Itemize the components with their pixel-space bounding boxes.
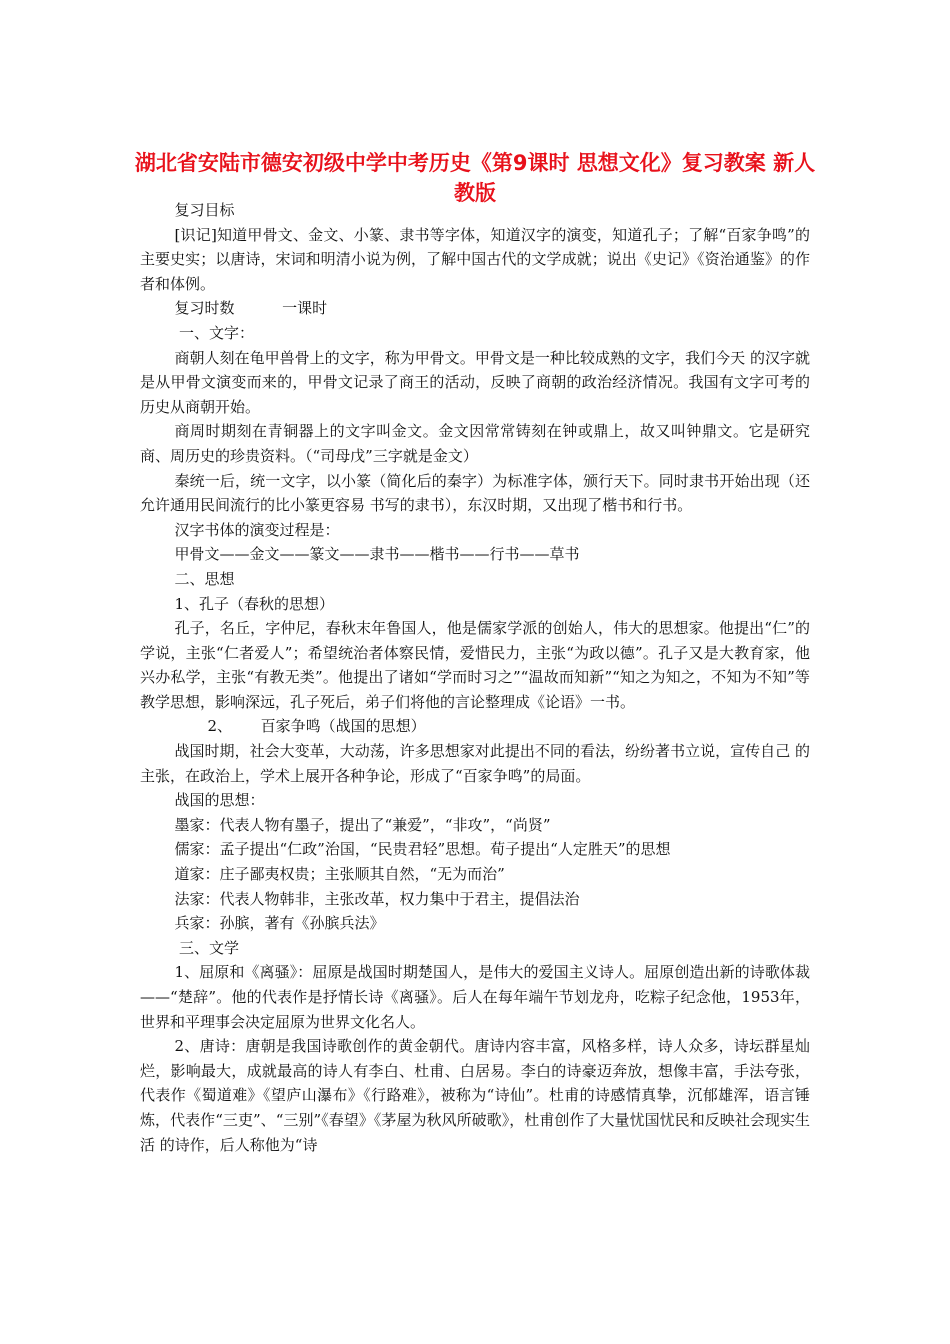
paragraph: 秦统一后，统一文字，以小篆（简化后的秦字）为标准字体，颁行天下。同时隶书开始出现（还允许通用民间流行的比小篆更容易 书写的隶书），东汉时期，又出现了楷书和行书。	[140, 471, 810, 515]
paragraph: 甲骨文——金文——篆文——隶书——楷书——行书——草书	[174, 545, 580, 564]
paragraph: 2、 百家争鸣（战国的思想）	[207, 717, 426, 736]
paragraph: 三、文学	[179, 938, 240, 957]
paragraph: 战国时期，社会大变革，大动荡，许多思想家对此提出不同的看法，纷纷著书立说，宣传自己 的主张，在政治上，学术上展开各种争论，形成了“百家争鸣”的局面。	[140, 742, 810, 785]
paragraph: 法家：代表人物韩非，主张改革，权力集中于君主，提倡法治	[174, 889, 580, 908]
paragraph: 孔子，名丘，字仲尼，春秋末年鲁国人，他是儒家学派的创始人，伟大的思想家。他提出“仁”的学说，主张“仁者爱人”；希望统治者体察民情，爱惜民力，主张“为政以德”。孔子又是大教育家，他兴办私学，主张“有教无类”。他提出了诸如“学而时习之”“温故而知新”“知之为知之，不知为不知”等教学思想，影响深远，孔子死后，弟子们将他的言论整理成《论语》一书。	[140, 619, 810, 711]
paragraph: 1、屈原和《离骚》：屈原是战国时期楚国人，是伟大的爱国主义诗人。屈原创造出新的诗歌体裁——“楚辞”。他的代表作是抒情长诗《离骚》。后人在每年端午节划龙舟，吃粽子纪念他，1953年，世界和平理事会决定屈原为世界文化名人。	[140, 963, 810, 1031]
paragraph: 儒家：孟子提出“仁政”治国，“民贵君轻”思想。荀子提出“人定胜天”的思想	[174, 840, 671, 859]
paragraph: 汉字书体的演变过程是：	[174, 520, 340, 539]
page-title: 湖北省安陆市德安初级中学中考历史《第9课时 思想文化》复习教案 新人教版	[134, 151, 816, 205]
paragraph: 2、唐诗：唐朝是我国诗歌创作的黄金朝代。唐诗内容丰富，风格多样，诗人众多，诗坛群星灿烂，影响最大，成就最高的诗人有李白、杜甫、白居易。李白的诗豪迈奔放，想像丰富，手法夸张，代表作《蜀道难》《望庐山瀑布》《行路难》，被称为“诗仙”。杜甫的诗感情真挚，沉郁雄浑，语言锤炼，代表作“三吏”、“三别”《春望》《茅屋为秋风所破歌》，杜甫创作了大量忧国忧民和反映社会现实生活 的诗作，后人称他为“诗	[140, 1037, 810, 1154]
paragraph: 一、文字：	[179, 323, 255, 342]
paragraph: 复习目标	[174, 201, 235, 219]
document-body	[140, 198, 810, 1157]
paragraph: 二、思想	[174, 569, 235, 588]
paragraph: 兵家：孙膑，著有《孙膑兵法》	[174, 914, 385, 933]
paragraph: 墨家：代表人物有墨子，提出了“兼爱”，“非攻”，“尚贤”	[174, 815, 551, 834]
paragraph: 商朝人刻在龟甲兽骨上的文字，称为甲骨文。甲骨文是一种比较成熟的文字，我们今天 的汉字就是从甲骨文演变而来的，甲骨文记录了商王的活动，反映了商朝的政治经济情况。我国有文字可考的历史从商朝开始。	[140, 348, 810, 416]
paragraph: 商周时期刻在青铜器上的文字叫金文。金文因常常铸刻在钟或鼎上，故又叫钟鼎文。它是研究商、周历史的珍贵资料。（“司母戊”三字就是金文）	[140, 422, 810, 465]
paragraph: 战国的思想：	[174, 791, 265, 810]
paragraph: 1、孔子（春秋的思想）	[174, 594, 335, 613]
paragraph: 道家：庄子鄙夷权贵；主张顺其自然，“无为而治”	[174, 865, 505, 884]
paragraph: 复习时数 一课时	[174, 299, 328, 318]
paragraph: [识记]知道甲骨文、金文、小篆、隶书等字体，知道汉字的演变，知道孔子；了解“百家争鸣”的主要史实；以唐诗，宋词和明清小说为例，了解中国古代的文学成就；说出《史记》《资治通鉴》的作者和体例。	[140, 225, 810, 293]
